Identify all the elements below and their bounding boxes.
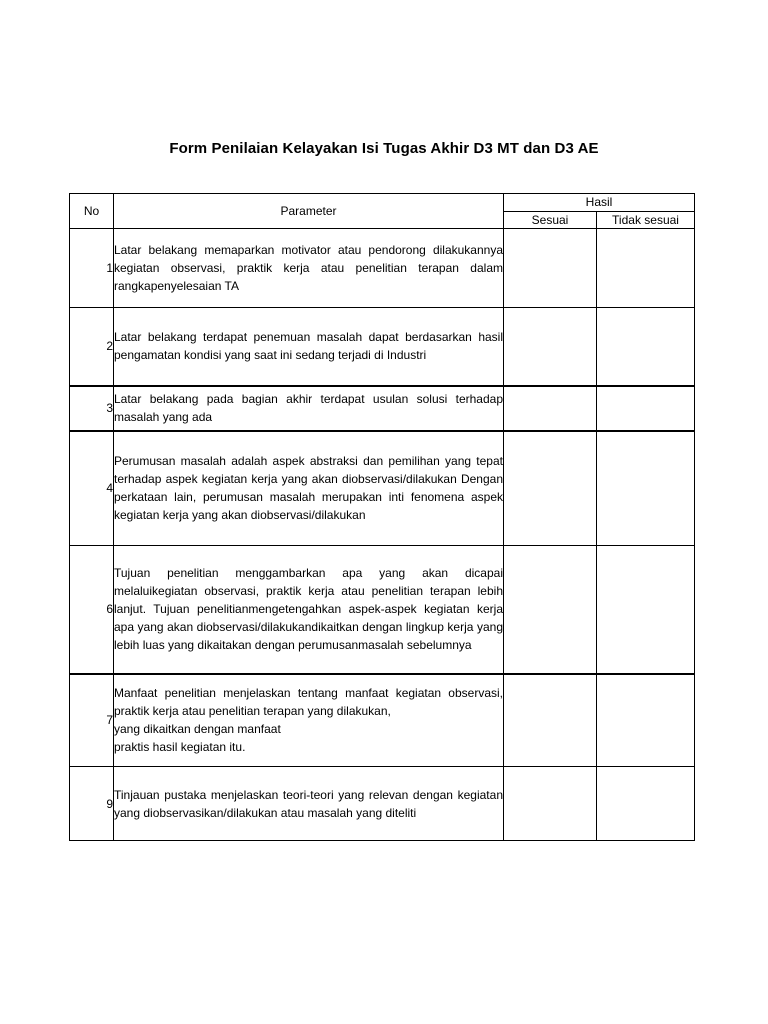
row-number: 2 bbox=[70, 308, 114, 386]
header-hasil: Hasil bbox=[504, 194, 695, 212]
header-parameter: Parameter bbox=[114, 194, 504, 229]
sesuai-cell[interactable] bbox=[504, 546, 597, 674]
tidak-sesuai-cell[interactable] bbox=[597, 546, 695, 674]
assessment-table bbox=[69, 193, 695, 841]
row-parameter bbox=[114, 674, 504, 767]
tidak-sesuai-cell[interactable] bbox=[597, 229, 695, 308]
tidak-sesuai-cell[interactable] bbox=[597, 674, 695, 767]
sesuai-cell[interactable] bbox=[504, 386, 597, 431]
table-row bbox=[70, 431, 695, 546]
tidak-sesuai-cell[interactable] bbox=[597, 308, 695, 386]
header-tidak-sesuai: Tidak sesuai bbox=[597, 211, 695, 229]
row-number: 1 bbox=[70, 229, 114, 308]
sesuai-cell[interactable] bbox=[504, 674, 597, 767]
row-number: 3 bbox=[70, 386, 114, 431]
table-row bbox=[70, 767, 695, 841]
sesuai-cell[interactable] bbox=[504, 431, 597, 546]
row-number: 7 bbox=[70, 674, 114, 767]
sesuai-cell[interactable] bbox=[504, 308, 597, 386]
tidak-sesuai-cell[interactable] bbox=[597, 767, 695, 841]
row-number: 9 bbox=[70, 767, 114, 841]
row-number: 6 bbox=[70, 546, 114, 674]
table-row bbox=[70, 308, 695, 386]
header-row bbox=[70, 194, 695, 212]
parameter-line: yang dikaitkan dengan manfaat bbox=[114, 722, 281, 737]
table-row bbox=[70, 229, 695, 308]
row-number: 4 bbox=[70, 431, 114, 546]
row-parameter: Latar belakang pada bagian akhir terdapat usulan solusi terhadap masalah yang ada bbox=[114, 386, 504, 431]
row-parameter: Perumusan masalah adalah aspek abstraksi dan pemilihan yang tepat terhadap aspek kegiatan kerja yang akan diobservasi/dilakukan Dengan perkataan lain, perumusan masalah merupakan inti fenomena aspek kegiatan kerja yang akan diobservasi/dilakukan bbox=[114, 431, 504, 546]
parameter-line: praktis hasil kegiatan itu. bbox=[114, 740, 246, 755]
table-row bbox=[70, 674, 695, 767]
sesuai-cell[interactable] bbox=[504, 767, 597, 841]
row-parameter: Tujuan penelitian menggambarkan apa yang akan dicapai melaluikegiatan observasi, praktik kerja atau penelitian terapan lebih lanjut. Tujuan penelitianmengetengahkan aspek-aspek kegiatan kerja apa yang akan diobservasi/dilakukandikaitkan dengan lingkup kerja yang lebih luas yang dikaitakan dengan perumusanmasalah sebelumnya bbox=[114, 546, 504, 674]
row-parameter: Latar belakang terdapat penemuan masalah dapat berdasarkan hasil pengamatan kondisi yang saat ini sedang terjadi di Industri bbox=[114, 308, 504, 386]
header-sesuai: Sesuai bbox=[504, 211, 597, 229]
table-row bbox=[70, 546, 695, 674]
row-parameter: Latar belakang memaparkan motivator atau pendorong dilakukannya kegiatan observasi, praktik kerja atau penelitian terapan dalam rangkapenyelesaian TA bbox=[114, 229, 504, 308]
sesuai-cell[interactable] bbox=[504, 229, 597, 308]
table-row bbox=[70, 386, 695, 431]
parameter-line: Manfaat penelitian menjelaskan tentang manfaat kegiatan observasi, praktik kerja atau penelitian terapan yang dilakukan, bbox=[114, 686, 503, 719]
header-no: No bbox=[70, 194, 114, 229]
tidak-sesuai-cell[interactable] bbox=[597, 386, 695, 431]
tidak-sesuai-cell[interactable] bbox=[597, 431, 695, 546]
form-title: Form Penilaian Kelayakan Isi Tugas Akhir D3 MT dan D3 AE bbox=[169, 140, 599, 157]
row-parameter: Tinjauan pustaka menjelaskan teori-teori yang relevan dengan kegiatan yang diobservasikan/dilakukan atau masalah yang diteliti bbox=[114, 767, 504, 841]
